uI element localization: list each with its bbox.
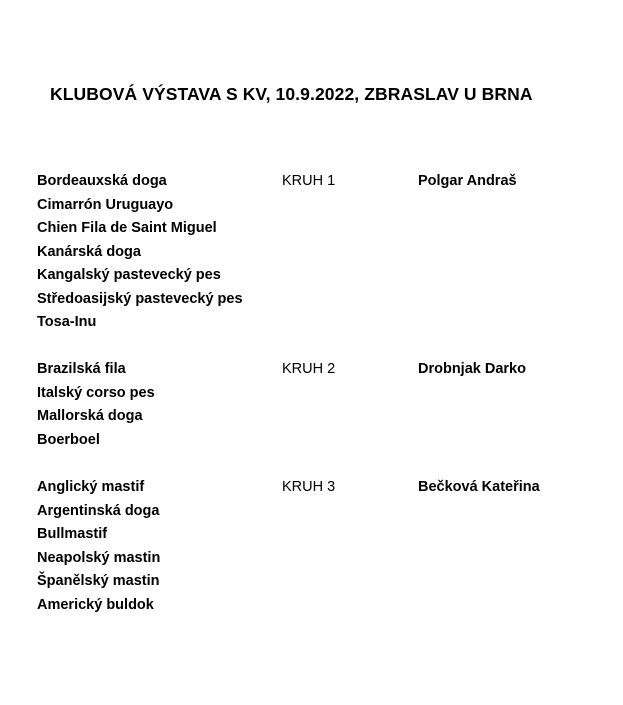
breed-item: Americký buldok [37, 596, 154, 613]
breed-list [37, 476, 160, 617]
judge-name: Drobnjak Darko [418, 361, 526, 377]
ring-label: KRUH 3 [282, 479, 336, 495]
breed-item: Kangalský pastevecký pes [37, 267, 221, 283]
breed-list [37, 170, 243, 335]
document-title: KLUBOVÁ VÝSTAVA S KV, 10.9.2022, ZBRASLAV U BRNA [50, 84, 533, 104]
breed-item: Španělský mastin [37, 573, 160, 589]
breed-item: Středoasijský pastevecký pes [37, 290, 243, 307]
ring-label: KRUH 2 [282, 361, 336, 377]
breed-item: Italský corso pes [37, 384, 155, 401]
breed-item: Tosa-Inu [37, 314, 97, 330]
breed-item: Neapolský mastin [37, 549, 161, 566]
breed-item: Argentinská doga [37, 502, 160, 519]
breed-item: Chien Fila de Saint Miguel [37, 220, 217, 236]
breed-item: Mallorská doga [37, 408, 143, 424]
breed-item: Anglický mastif [37, 479, 145, 495]
breed-list [37, 358, 155, 452]
breed-item: Bullmastif [37, 526, 108, 542]
breed-item: Bordeauxská doga [37, 173, 167, 189]
ring-label: KRUH 1 [282, 173, 336, 189]
breed-item: Kanárská doga [37, 243, 141, 260]
breed-item: Cimarrón Uruguayo [37, 196, 174, 213]
breed-item: Boerboel [37, 431, 100, 448]
judge-name: Bečková Kateřina [418, 479, 540, 495]
judge-name: Polgar Andraš [418, 173, 517, 189]
breed-item: Brazilská fila [37, 361, 126, 377]
